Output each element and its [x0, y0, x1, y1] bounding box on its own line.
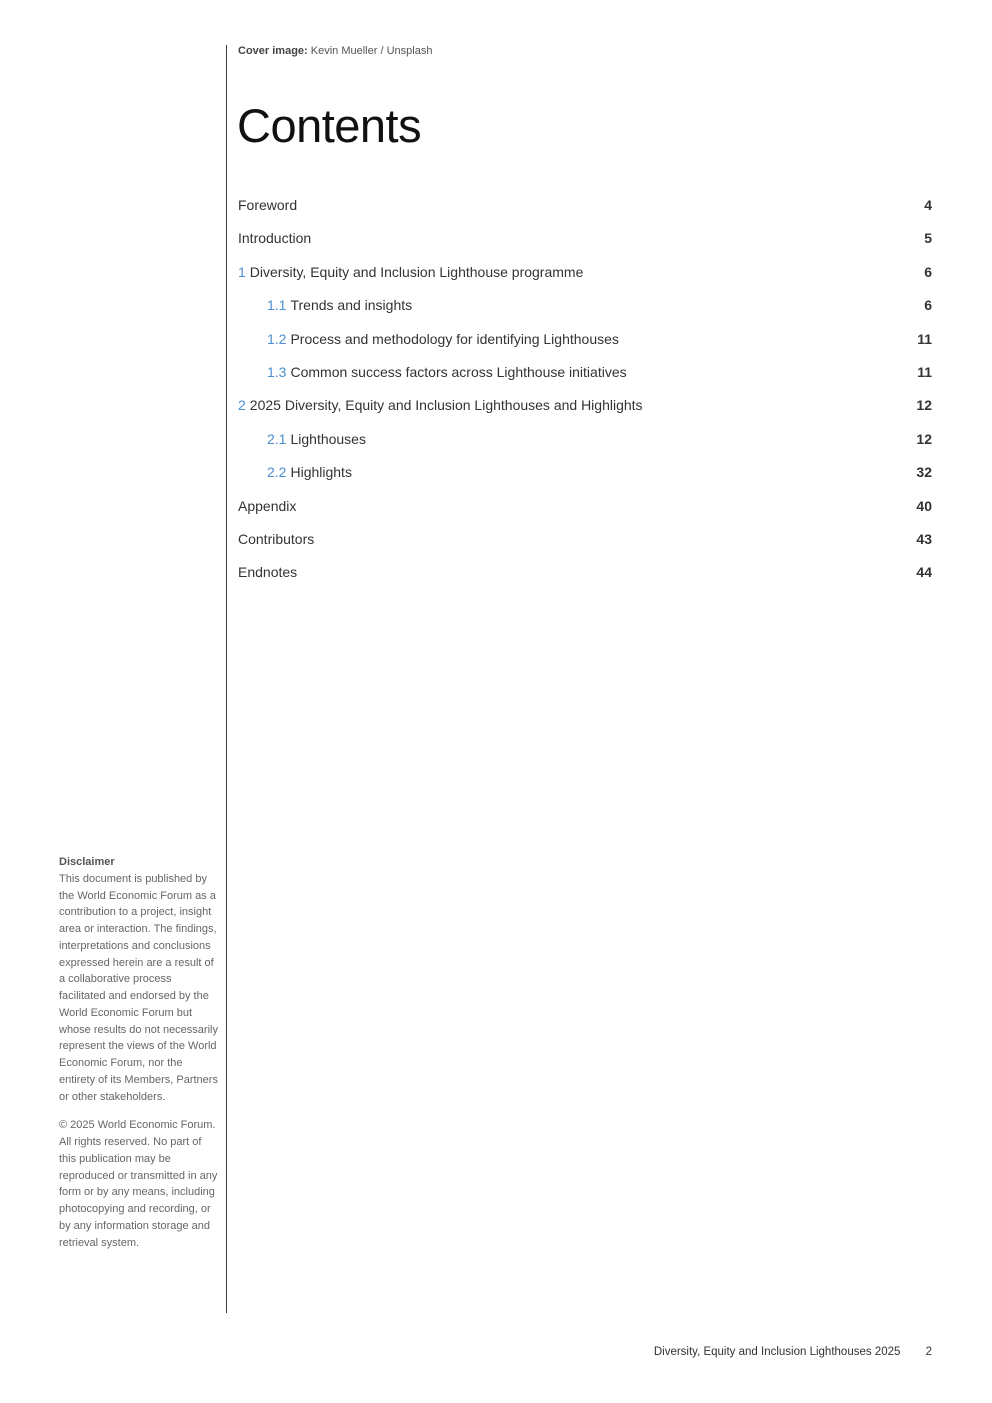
toc-entry-section-1-3[interactable] — [238, 356, 932, 389]
toc-page-number: 4 — [924, 197, 932, 213]
toc-entry-introduction[interactable] — [238, 222, 932, 255]
toc-section-number: 1.1 — [267, 297, 287, 314]
toc-entry-section-2[interactable] — [238, 389, 932, 422]
toc-section-number: 2.2 — [267, 464, 287, 481]
toc-entry-section-1-1[interactable] — [238, 289, 932, 322]
cover-credit — [238, 45, 432, 57]
toc-entry-section-2-1[interactable] — [238, 423, 932, 456]
toc-page-number: 12 — [916, 430, 932, 447]
toc-label: 2025 Diversity, Equity and Inclusion Lighthouses and Highlights — [249, 397, 643, 414]
toc-entry-contributors[interactable] — [238, 523, 932, 556]
toc-label: Endnotes — [238, 564, 298, 581]
toc-entry-appendix[interactable] — [238, 490, 932, 523]
toc-entry-foreword[interactable] — [238, 189, 932, 222]
copyright-notice: © 2025 World Economic Forum. All rights reserved. No part of this publication may be reproduced or transmitted in any form or by any means, including photocopying and recording, or by any information storage and retrieval system. — [59, 1119, 218, 1249]
footer-page-number: 2 — [925, 1346, 932, 1358]
footer-document-title: Diversity, Equity and Inclusion Lighthouses 2025 — [653, 1346, 901, 1358]
toc-section-number: 1.3 — [267, 363, 287, 380]
disclaimer — [59, 854, 219, 1263]
disclaimer-body: This document is published by the World Economic Forum as a contribution to a project, insight area or interaction. The findings, interpretations and conclusions expressed herein are a result of a collaborative process facilitated and endorsed by the World Economic Forum but whose results do not necessarily represent the views of the World Economic Forum, nor the entirety of its Members, Partners or other stakeholders. — [59, 872, 218, 1103]
toc-label: Common success factors across Lighthouse initiatives — [290, 363, 627, 380]
toc-page-number: 6 — [924, 263, 932, 280]
toc-page-number: 44 — [916, 564, 932, 581]
table-of-contents — [238, 189, 932, 590]
toc-entry-endnotes[interactable] — [238, 556, 932, 589]
toc-label: Foreword — [238, 197, 298, 213]
toc-section-number: 1 — [238, 263, 246, 280]
toc-label: Diversity, Equity and Inclusion Lighthouse programme — [249, 263, 584, 280]
toc-section-number: 1.2 — [267, 330, 287, 347]
toc-page-number: 12 — [916, 397, 932, 414]
toc-label: Trends and insights — [290, 297, 413, 314]
toc-label: Introduction — [238, 230, 312, 247]
toc-page-number: 11 — [917, 363, 932, 380]
cover-credit-value: Kevin Mueller / Unsplash — [310, 45, 433, 57]
toc-page-number: 32 — [916, 464, 932, 481]
toc-label: Highlights — [290, 464, 352, 481]
toc-entry-section-2-2[interactable] — [238, 456, 932, 489]
toc-page-number: 5 — [924, 230, 932, 247]
disclaimer-heading: Disclaimer — [59, 856, 115, 868]
toc-page-number: 40 — [916, 497, 932, 514]
toc-page-number: 11 — [917, 330, 932, 347]
toc-page-number: 6 — [924, 297, 932, 314]
page-title: Contents — [237, 99, 422, 152]
toc-page-number: 43 — [916, 530, 932, 547]
toc-section-number: 2.1 — [267, 430, 287, 447]
toc-section-number: 2 — [238, 397, 246, 414]
toc-label: Process and methodology for identifying Lighthouses — [290, 330, 619, 347]
toc-label: Lighthouses — [290, 430, 366, 447]
cover-credit-label: Cover image: — [238, 45, 308, 57]
toc-entry-section-1[interactable] — [238, 256, 932, 289]
toc-entry-section-1-2[interactable] — [238, 323, 932, 356]
page-footer — [560, 1346, 932, 1358]
toc-label: Appendix — [238, 497, 297, 514]
toc-label: Contributors — [238, 530, 315, 547]
vertical-rule — [226, 45, 227, 1313]
